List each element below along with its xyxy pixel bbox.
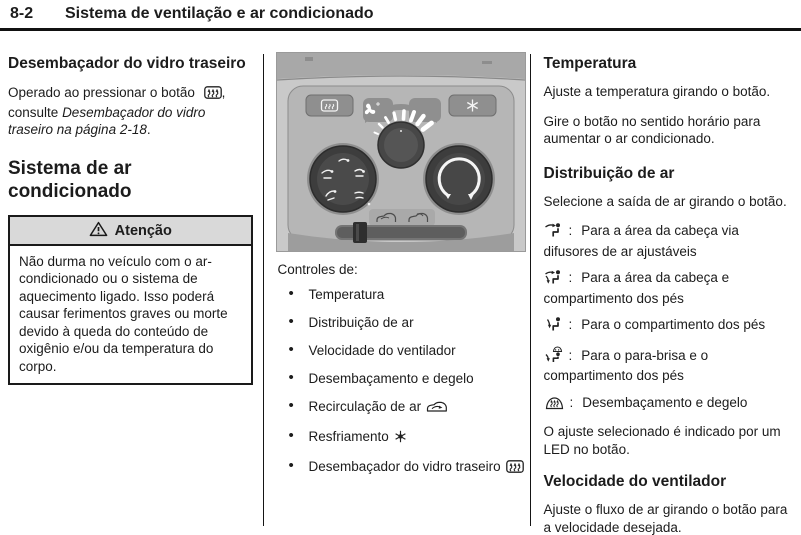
fan-speed-paragraph: Ajuste o fluxo de ar girando o botão para a velocidade desejada. (543, 502, 788, 535)
fan-speed-heading: Velocidade do ventilador (543, 473, 727, 490)
colon: : (568, 347, 573, 363)
control-label: Desembaçamento e degelo (308, 371, 474, 386)
mode-text: Para o para-brisa e o compartimento dos pés (543, 347, 709, 383)
column-layout (0, 40, 801, 535)
hvac-control-panel-photo (276, 52, 526, 252)
rear-defrost-icon (204, 86, 222, 104)
air-mode-row (544, 316, 796, 337)
temperature-paragraph: Gire o botão no sentido horário para aumentar o ar condicionado. (543, 113, 761, 146)
text: . (146, 122, 151, 137)
mode-text: Para a área da cabeça via difusores de ar ajustáveis (543, 223, 739, 259)
left-column (0, 40, 263, 385)
control-label: Temperatura (308, 287, 385, 302)
list-item (276, 314, 526, 332)
right-column (531, 40, 801, 535)
warning-header (10, 217, 251, 246)
controls-list (276, 286, 526, 478)
recirculation-icon (426, 400, 448, 418)
defrost-floor-mode-icon (544, 346, 564, 368)
defrost-mode-icon (544, 395, 565, 415)
mode-text: Para a área da cabeça e compartimento dos pés (543, 270, 730, 306)
vent-mode-icon (544, 222, 564, 243)
ac-system-heading: Sistema de ar condicionado (8, 157, 132, 202)
list-item (276, 428, 526, 448)
colon: : (568, 317, 573, 332)
page-header (10, 5, 374, 23)
list-item (276, 458, 526, 478)
air-distribution-intro: Selecione a saída de ar girando o botão. (543, 193, 787, 209)
list-item (276, 370, 526, 388)
mode-text: Desembaçamento e degelo (582, 394, 748, 410)
snowflake-icon (394, 430, 407, 448)
page-title: Sistema de ventilação e ar condicionado (65, 5, 374, 22)
air-mode-row (544, 222, 796, 260)
controls-caption: Controles de: (277, 262, 358, 277)
air-mode-row (544, 269, 796, 307)
warning-body: Não durma no veículo com o ar-condicionado ou o sistema de aquecimento ligado. Isso poderá causar ferimentos graves ou morte devido à queda do conteúdo de oxigênio e/ou da temperatura do corpo. (19, 253, 228, 374)
cross-reference: Desembaçador do vidro traseiro na página 2-18 (8, 104, 206, 137)
list-item (276, 342, 526, 360)
bilevel-mode-icon (544, 269, 564, 290)
air-distribution-heading: Distribuição de ar (543, 164, 675, 182)
colon: : (568, 270, 573, 285)
temperature-heading: Temperatura (543, 55, 637, 72)
text: , consulte (8, 85, 226, 120)
air-mode-row (544, 394, 796, 415)
rear-defrost-icon (506, 460, 524, 478)
floor-mode-icon (544, 316, 564, 337)
control-label: Velocidade do ventilador (308, 343, 456, 358)
middle-column (264, 40, 530, 488)
text: Operado ao pressionar o botão (8, 85, 195, 100)
header-rule (0, 28, 801, 31)
mode-text: Para o compartimento dos pés (581, 317, 766, 332)
rear-defogger-paragraph (8, 84, 253, 139)
control-label: Recirculação de ar (308, 399, 422, 414)
control-label: Desembaçador do vidro traseiro (308, 459, 501, 474)
control-label: Distribuição de ar (308, 315, 414, 330)
colon: : (569, 394, 574, 410)
control-label: Resfriamento (308, 429, 389, 444)
air-mode-row (544, 346, 796, 385)
colon: : (568, 223, 573, 238)
temperature-paragraph: Ajuste a temperatura girando o botão. (543, 84, 771, 99)
warning-triangle-icon (89, 221, 108, 241)
warning-title: Atenção (114, 222, 172, 239)
led-note: O ajuste selecionado é indicado por um LED no botão. (543, 424, 781, 457)
list-item (276, 286, 526, 304)
warning-box (8, 215, 253, 386)
list-item (276, 398, 526, 418)
rear-defogger-heading: Desembaçador do vidro traseiro (8, 55, 246, 72)
page-number: 8-2 (10, 5, 34, 22)
